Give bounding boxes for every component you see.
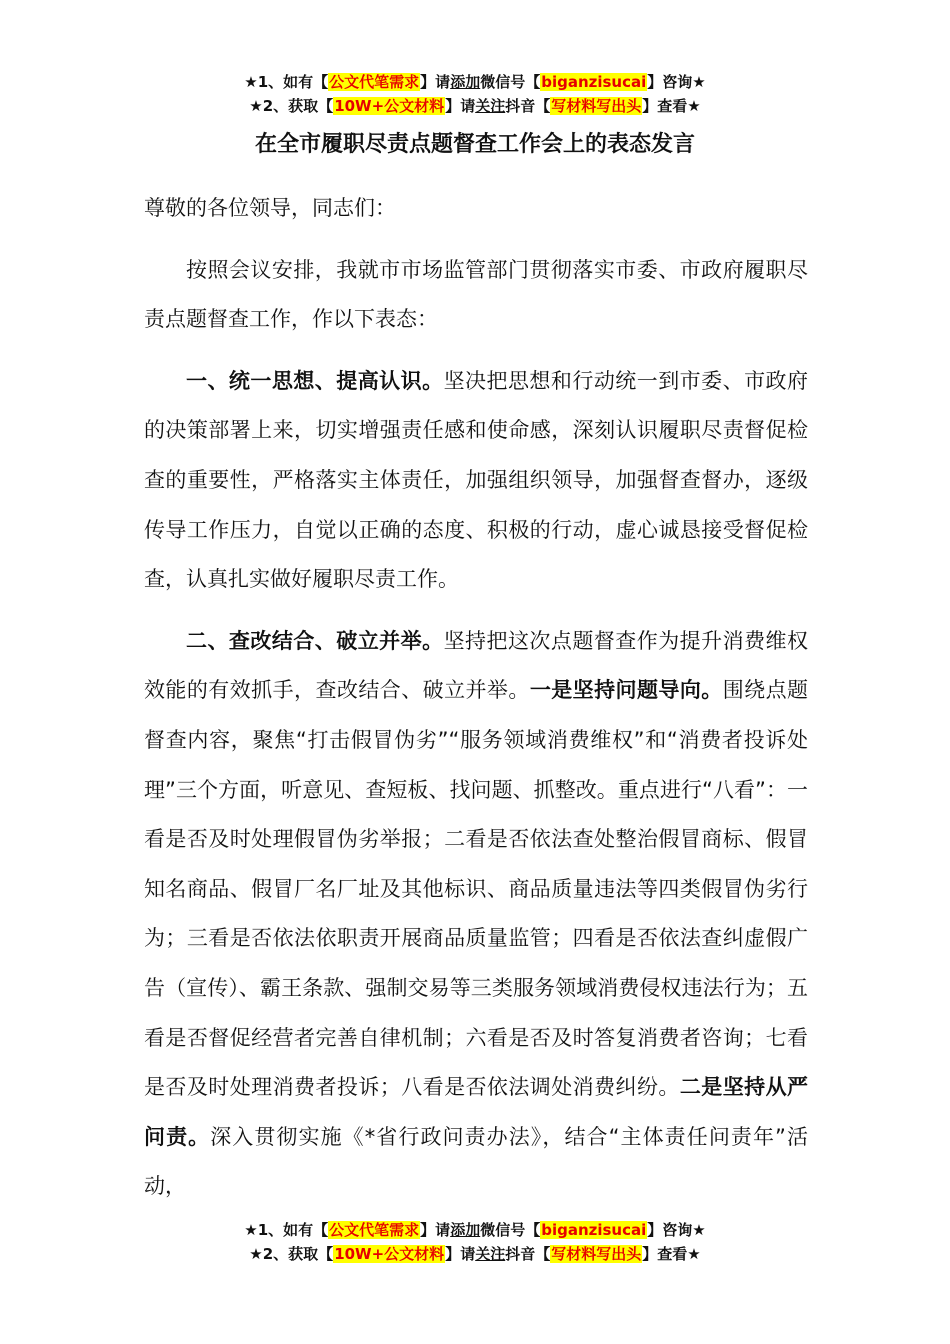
- banner-line-1: ★1、如有【公文代笔需求】请添加微信号【biganzisucai】咨询★: [244, 1221, 706, 1239]
- section-2-text: 坚持把这次点题督查作为提升消费维权效能的有效抓手，查改结合、破立并举。: [144, 628, 809, 703]
- highlight-service: 公文代笔需求: [329, 1221, 420, 1239]
- highlight-service: 公文代笔需求: [329, 73, 420, 91]
- document-title: 在全市履职尽责点题督查工作会上的表态发言: [254, 132, 695, 157]
- banner-line-1: ★1、如有【公文代笔需求】请添加微信号【biganzisucai】咨询★: [244, 73, 706, 91]
- header-banner: [0, 70, 950, 118]
- section-1-paragraph: [144, 357, 808, 605]
- highlight-douyin-id: 写材料写出头: [551, 97, 642, 115]
- section-1-heading: 一、统一思想、提高认识。: [186, 368, 444, 393]
- document-body: [144, 184, 808, 1224]
- highlight-wechat-id: biganzisucai: [541, 73, 647, 91]
- highlight-douyin-id: 写材料写出头: [551, 1245, 642, 1263]
- section-2-paragraph: [144, 617, 808, 1212]
- section-2-sub-1-text: 围绕点题督查内容，聚焦“打击假冒伪劣”“服务领域消费维权”和“消费者投诉处理”三个方面，听意见、查短板、找问题、抓整改。重点进行“八看”：一看是否及时处理假冒伪劣举报；二看是否依法查处整治假冒商标、假冒知名商品、假冒厂名厂址及其他标识、商品质量违法等四类假冒伪劣行为；三看是否依法依职责开展商品质量监管；四看是否依法查纠虚假广告（宣传）、霸王条款、强制交易等三类服务领域消费侵权违法行为；五看是否督促经营者完善自律机制；六看是否及时答复消费者咨询；七看是否及时处理消费者投诉；八看是否依法调处消费纠纷。: [144, 678, 809, 1100]
- intro-paragraph: 按照会议安排，我就市市场监管部门贯彻落实市委、市政府履职尽责点题督查工作，作以下表态：: [144, 257, 808, 332]
- salutation: 尊敬的各位领导，同志们：: [144, 196, 396, 220]
- highlight-materials: 10W+公文材料: [334, 1245, 445, 1263]
- section-2-heading: 二、查改结合、破立并举。: [186, 628, 444, 653]
- footer-banner: [0, 1218, 950, 1266]
- banner-line-2: ★2、获取【10W+公文材料】请关注抖音【写材料写出头】查看★: [249, 1245, 701, 1263]
- banner-line-2: ★2、获取【10W+公文材料】请关注抖音【写材料写出头】查看★: [249, 97, 701, 115]
- highlight-wechat-id: biganzisucai: [541, 1221, 647, 1239]
- section-1-text: 坚决把思想和行动统一到市委、市政府的决策部署上来，切实增强责任感和使命感，深刻认识履职尽责督促检查的重要性，严格落实主体责任，加强组织领导，加强督查督办，逐级传导工作压力，自觉以正确的态度、积极的行动，虚心诚恳接受督促检查，认真扎实做好履职尽责工作。: [144, 368, 809, 592]
- section-2-sub-2: 二是坚持从严问责。: [144, 1075, 809, 1149]
- section-2-sub-2-text: 深入贯彻实施《*省行政问责办法》，结合“主体责任问责年”活动，: [144, 1124, 808, 1199]
- highlight-materials: 10W+公文材料: [334, 97, 445, 115]
- section-2-sub-1: 一是坚持问题导向。: [529, 678, 723, 703]
